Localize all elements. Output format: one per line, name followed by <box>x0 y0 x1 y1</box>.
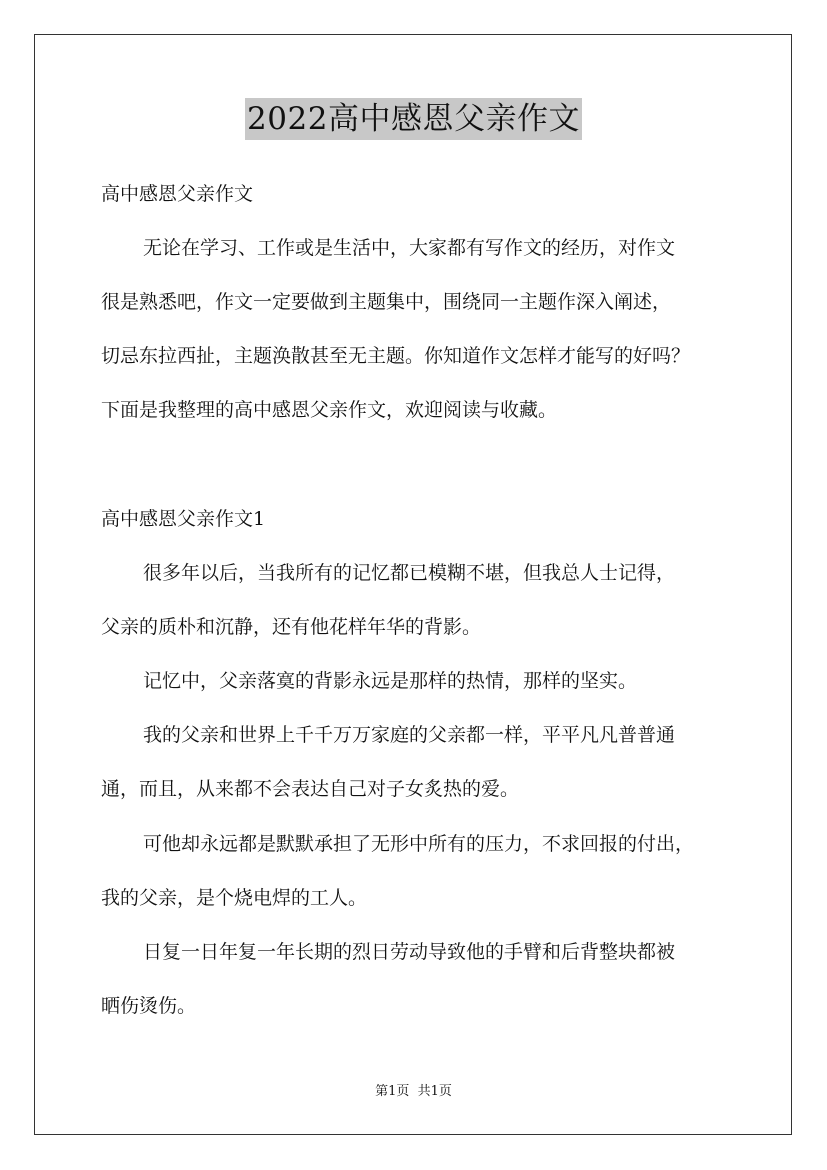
section-heading: 高中感恩父亲作文1 <box>101 508 266 530</box>
paragraph-line: 切忌东拉西扯，主题涣散甚至无主题。你知道作文怎样才能写的好吗？ <box>101 345 691 367</box>
paragraph-line: 日复一日年复一年长期的烈日劳动导致他的手臂和后背整块都被 <box>143 941 676 963</box>
paragraph-line: 通，而且，从来都不会表达自己对子女炙热的爱。 <box>101 778 520 800</box>
paragraph-line: 记忆中，父亲落寞的背影永远是那样的热情，那样的坚实。 <box>143 670 638 692</box>
paragraph-line: 很多年以后，当我所有的记忆都已模糊不堪，但我总人士记得， <box>143 562 676 584</box>
page-footer: 第1页 共1页 <box>375 1084 452 1099</box>
paragraph-line: 可他却永远都是默默承担了无形中所有的压力，不求回报的付出， <box>143 833 695 855</box>
paragraph-line: 无论在学习、工作或是生活中，大家都有写作文的经历，对作文 <box>143 237 676 259</box>
title-container <box>0 98 827 140</box>
paragraph-line: 我的父亲和世界上千千万万家庭的父亲都一样，平平凡凡普普通 <box>143 724 676 746</box>
paragraph-line: 晒伤烫伤。 <box>101 995 197 1017</box>
paragraph-line: 很是熟悉吧，作文一定要做到主题集中，围绕同一主题作深入阐述， <box>101 291 672 313</box>
section-heading: 高中感恩父亲作文 <box>101 183 254 205</box>
paragraph-line: 下面是我整理的高中感恩父亲作文，欢迎阅读与收藏。 <box>101 399 558 421</box>
document-title: 2022高中感恩父亲作文 <box>245 98 582 140</box>
paragraph-line: 父亲的质朴和沉静，还有他花样年华的背影。 <box>101 616 482 638</box>
paragraph-line: 我的父亲，是个烧电焊的工人。 <box>101 887 368 909</box>
